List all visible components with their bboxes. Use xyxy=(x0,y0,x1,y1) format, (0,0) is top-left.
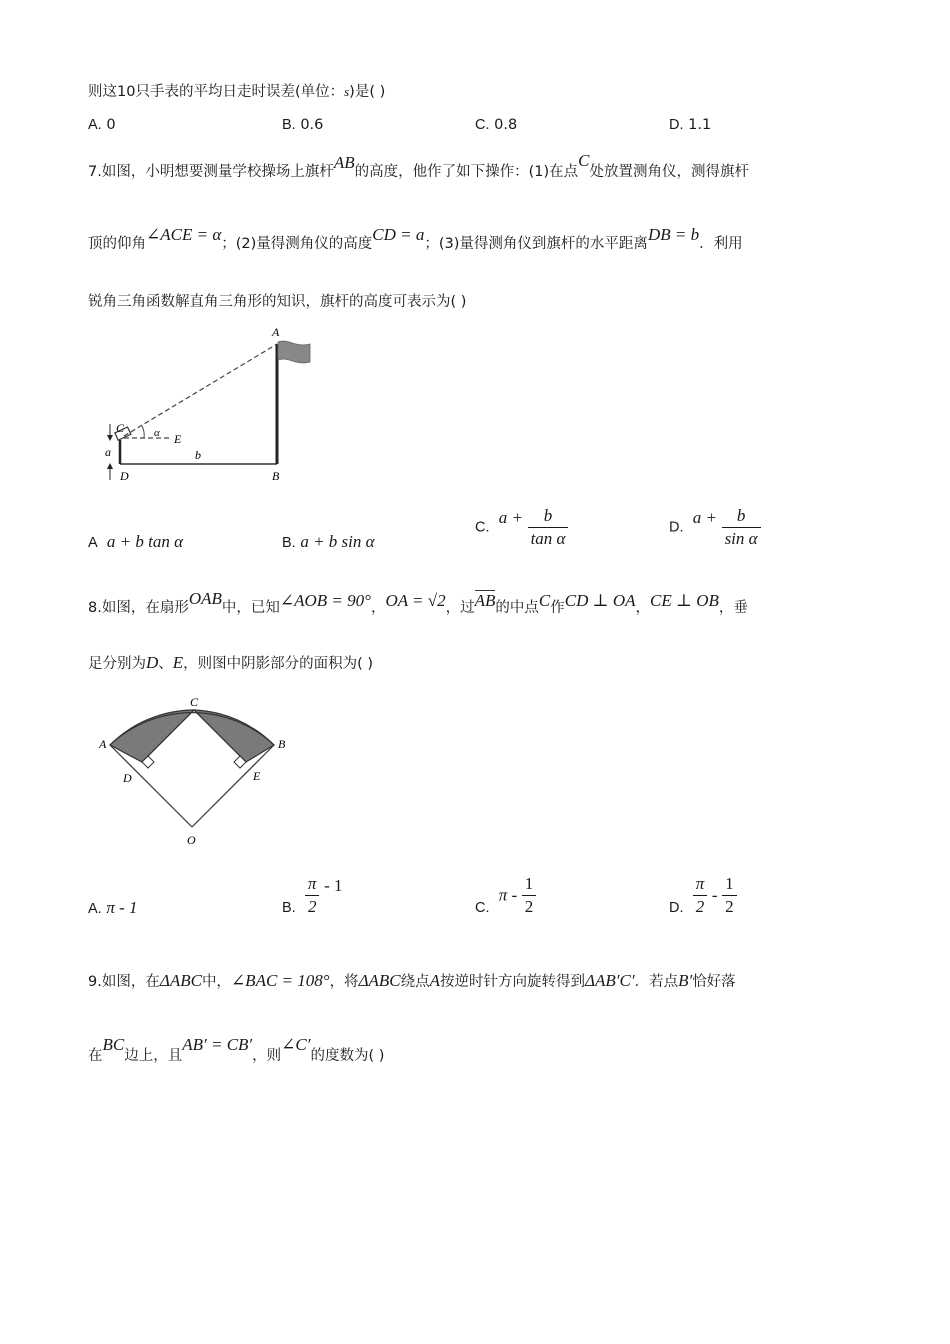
q8-sector-figure xyxy=(96,692,296,852)
q7-flagpole-figure xyxy=(100,322,320,492)
fig8-label-c: C xyxy=(190,695,199,709)
q9-line1: 9.如图，在ΔABC中，∠BAC = 108°，将ΔABC绕点A按逆时针方向旋转得到ΔAB′C′．若点B′恰好落 xyxy=(88,971,736,990)
fig8-label-o: O xyxy=(187,833,196,847)
q8-option-c[interactable]: C. π - $\frac{1}{2}$ xyxy=(475,874,536,917)
fig7-label-b-distance: b xyxy=(195,448,201,462)
q6-option-c[interactable]: C. 0.8 xyxy=(475,117,518,133)
fig7-label-b: B xyxy=(272,469,280,483)
q6-option-a[interactable]: A. 0 xyxy=(88,117,116,133)
q8-option-d[interactable]: D. $\frac{\pi}{2}$ - $\frac{1}{2}$ xyxy=(669,874,737,917)
q8-line1: 8.如图，在扇形OAB中，已知∠AOB = 90°，OA = √2，过AB的中点C作CD ⊥ OA，CE ⊥ OB，垂 xyxy=(88,589,748,616)
fig7-label-alpha: α xyxy=(154,427,160,439)
fig7-label-a-height: a xyxy=(105,445,111,459)
fig7-label-e: E xyxy=(174,432,182,446)
fig8-label-d: D xyxy=(123,771,132,785)
q7-option-b[interactable]: B. a + b sin α xyxy=(282,532,375,551)
q8-option-a[interactable]: A. π - 1 xyxy=(88,898,138,917)
fig8-label-e: E xyxy=(253,769,261,783)
q6-option-b[interactable]: B. 0.6 xyxy=(282,117,324,133)
fig7-label-c: C xyxy=(116,421,125,435)
q7-line1: 7.如图，小明想要测量学校操场上旗杆AB的高度，他作了如下操作：(1)在点C处放置测角仪，测得旗杆 xyxy=(88,151,750,180)
q7-line3: 锐角三角函数解直角三角形的知识，旗杆的高度可表示为( ) xyxy=(88,294,467,310)
fig8-label-a: A xyxy=(99,737,107,751)
fig7-label-a: A xyxy=(272,325,280,339)
fig7-label-d: D xyxy=(120,469,129,483)
fig8-label-b: B xyxy=(278,737,286,751)
q7-line2: 顶的仰角∠ACE = α；(2)量得测角仪的高度CD = a；(3)量得测角仪到旗杆的水平距离DB = b．利用 xyxy=(88,225,743,252)
q9-line2: 在BC边上，且AB′ = CB′，则∠C′的度数为( ) xyxy=(88,1035,385,1064)
q7-option-d[interactable]: D. a + $\frac{b}{\text{sin α}}$ xyxy=(669,506,761,549)
q7-option-a[interactable]: A a + b tan α xyxy=(88,532,184,551)
q8-line2: 足分别为D、E，则图中阴影部分的面积为( ) xyxy=(88,653,374,672)
q6-stem: 则这10只手表的平均日走时误差(单位：s)是( ) xyxy=(88,84,386,100)
q7-option-c[interactable]: C. a + $\frac{b}{\text{tan α}}$ xyxy=(475,506,568,549)
q6-option-d[interactable]: D. 1.1 xyxy=(669,117,712,133)
q8-option-b[interactable]: B. $\frac{\pi}{2}$ - 1 xyxy=(282,874,343,916)
